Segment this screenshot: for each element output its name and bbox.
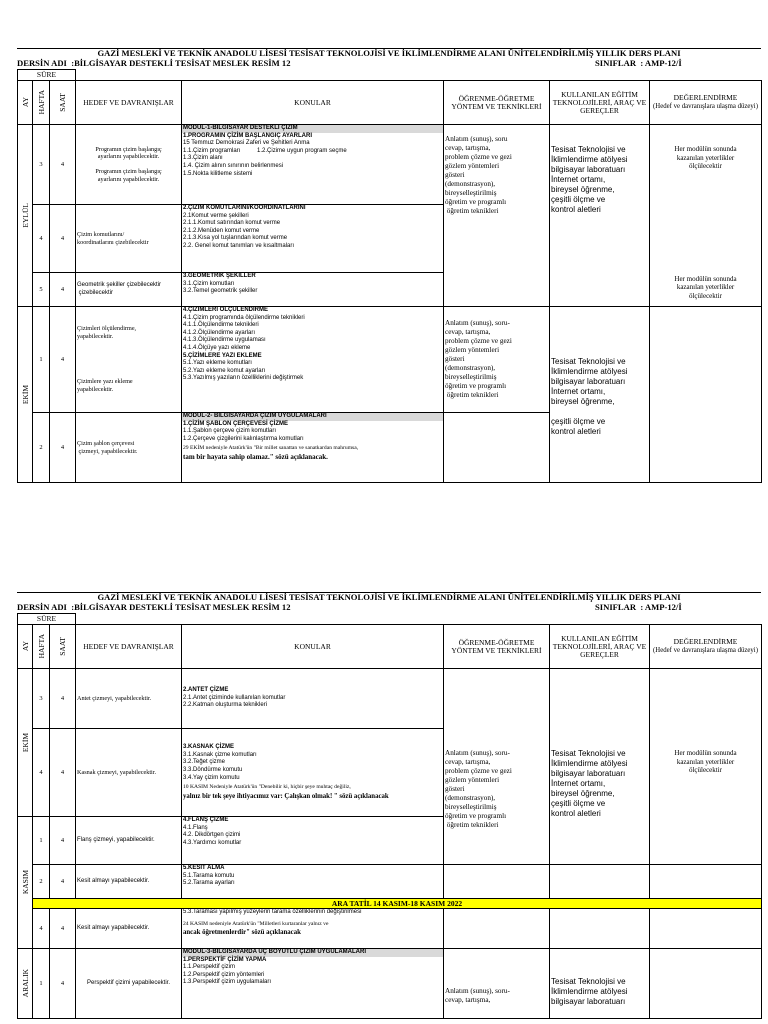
- hafta-header: HAFTA: [33, 625, 50, 669]
- yontem-header: ÖĞRENME-ÖĞRETME YÖNTEM VE TEKNİKLERİ: [444, 625, 550, 669]
- degerlendirme-cell: Her modülün sonunda kazanılan yeterlikler ölçülecektir: [650, 669, 762, 865]
- degerlendirme-cell: Her modülün sonunda kazanılan yeterlikler ölçülecektir Her modülün sonunda kazanılan yeterlikler ölçülecektir: [650, 125, 762, 307]
- saat-cell: 4: [50, 273, 76, 307]
- ay-header: AY: [18, 81, 33, 125]
- module-title: MODÜL-3-BİLGİSAYARDA ÜÇ BOYUTLU ÇİZİM UYGULAMALARI: [182, 949, 443, 957]
- month-kasim: KASIM: [18, 817, 33, 949]
- course-name: :BİLGİSAYAR DESTEKLİ TESİSAT MESLEK RESİM 12: [71, 58, 291, 68]
- konular-header: KONULAR: [182, 625, 444, 669]
- saat-cell: 4: [50, 909, 76, 949]
- table-row: [18, 865, 762, 899]
- saat-cell: 4: [50, 413, 76, 483]
- saat-cell: 4: [50, 125, 76, 205]
- saat-cell: 4: [50, 669, 76, 729]
- arac-cell: Tesisat Teknolojisi ve İklimlendirme atölyesi bilgisayar laboratuarı: [550, 949, 650, 1019]
- month-eylul: EYLÜL: [18, 125, 33, 307]
- holiday-banner: ARA TATİL 14 KASIM-18 KASIM 2022: [33, 899, 762, 909]
- table-row: [18, 909, 762, 949]
- hedef-cell: Çizimleri ölçülendirme, yapabilecektir. Çizimlere yazı ekleme yapabilecektir.: [76, 307, 182, 413]
- hedef-cell: Antet çizmeyi, yapabilecektir.: [76, 669, 182, 729]
- saat-cell: 4: [50, 949, 76, 1019]
- hafta-cell: 1: [33, 307, 50, 413]
- module-title: MODÜL-1-BİLGİSAYAR DESTEKLİ ÇİZİM: [182, 125, 443, 133]
- hedef-cell: Çizim şablon çerçevesi çizmeyi, yapabilecektir.: [76, 413, 182, 483]
- plan-sheet-1: [17, 48, 761, 483]
- topics-cell: 4.ÇİZİMLERİ ÖLÇÜLENDİRME 4.1.Çizim programında ölçülendirme teknikleri 4.1.1.Ölçülendirme teknikleri 4.1.2.Ölçülendirme ayarları 4.1.3.Ölçülendirme uygulaması 4.1.4.Ölçüye yazı ekleme 5.ÇİZİMLERE YAZI EKLEME 5.1.Yazı ekleme komutları 5.2.Yazı ekleme komut ayarları 5.3.Yazılmış yazıların özelliklerini değiştirmek: [182, 307, 444, 413]
- course-label: DERSİN ADI: [17, 58, 67, 68]
- hafta-cell: 1: [33, 817, 50, 865]
- saat-cell: 4: [50, 307, 76, 413]
- hedef-cell: Çizim komutlarını/ koordinatlarını çizebilecektir: [76, 205, 182, 273]
- sure-header: SÜRE: [18, 614, 76, 625]
- commemoration-note: 24 KASIM nedeniyle Atatürk'ün "Milletleri kurtaranlar yalnız ve: [183, 920, 329, 927]
- plan-table-1: [17, 69, 762, 483]
- class-value: : AMP-12/İ: [640, 58, 682, 68]
- plan-table-2: [17, 613, 762, 1019]
- topics-cell: MODÜL-2- BİLGİSAYARDA ÇİZİM UYGULAMALARI 1.ÇİZİM ŞABLON ÇERÇEVESİ ÇİZME 1.1.Şablon çerçeve çizim komutları 1.2.Çerçeve çizgilerini kalınlaştırma komutları 29 EKİM nedeniyle Atatürk'ün "Bir millet sanattan ve sanatkardan mahrumsa, tam bir hayata sahip olamaz." sözü açıklanacak.: [182, 413, 444, 483]
- topics-cell: 3.GEOMETRİK ŞEKİLLER 3.1.Çizim komutları 3.2.Temel geometrik şekiller: [182, 273, 444, 307]
- plan-sheet-2: [17, 592, 761, 1019]
- degerlendirme-header: DEĞERLENDİRME (Hedef ve davranışlara ulaşma düzeyi): [650, 81, 762, 125]
- hedef-cell: Perspektif çizimi yapabilecektir.: [76, 949, 182, 1019]
- school-title: GAZİ MESLEKİ VE TEKNİK ANADOLU LİSESİ TESİSAT TEKNOLOJİSİ VE İKLİMLENDİRME ALANI ÜNİTELENDİRİLMİŞ YILLIK DERS PLANI: [17, 48, 761, 58]
- hedef-header: HEDEF VE DAVRANIŞLAR: [76, 625, 182, 669]
- topics-cell: MODÜL-1-BİLGİSAYAR DESTEKLİ ÇİZİM 1.PROGRAMIN ÇİZİM BAŞLANGIÇ AYARLARI 15 Temmuz Demokrasi Zaferi ve Şehitleri Anma 1.1.Çizim programları 1.2.Çizime uygun program seçme 1.3.Çizim alanı 1.4. Çizim alının sınırının belirlenmesi 1.5.Nokta kilitleme sistemi: [182, 125, 444, 205]
- hafta-cell: 3: [33, 669, 50, 729]
- course-name: :BİLGİSAYAR DESTEKLİ TESİSAT MESLEK RESİM 12: [71, 602, 291, 612]
- ay-header: AY: [18, 625, 33, 669]
- yontem-cell: Anlatım (sunuş), soru- cevap, tartışma,: [444, 949, 550, 1019]
- arac-cell: Tesisat Teknolojisi ve İklimlendirme atölyesi bilgisayar laboratuarı İnternet ortamı, bireysel öğrenme, çeşitli ölçme ve kontrol aletleri: [550, 125, 650, 307]
- hafta-cell: 3: [33, 125, 50, 205]
- hedef-cell: Flanş çizmeyi, yapabilecektir.: [76, 817, 182, 865]
- sure-header: SÜRE: [18, 70, 76, 81]
- table-row: [18, 669, 762, 729]
- topics-cell: 3.KASNAK ÇİZME 3.1.Kasnak çizme komutları 3.2.Teğet çizme 3.3.Döndürme komutu 3.4.Yay çizim komutu 10 KASIM Nedeniyle Atatürk'ün "Denebilir ki, hiçbir şeye muhtaç değiliz, yalnız bir tek şeye ihtiyacımız var: Çalışkan olmak! " sözü açıklanacak: [182, 729, 444, 817]
- month-aralik: ARALIK: [18, 949, 33, 1019]
- course-header: [17, 602, 761, 613]
- saat-cell: 4: [50, 729, 76, 817]
- saat-header: SAAT: [50, 625, 76, 669]
- yontem-cell: Anlatım (sunuş), soru cevap, tartışma, problem çözme ve gezi gözlem yöntemleri gösteri (demonstrasyon), bireyselleştirilmiş öğretim ve programlı öğretim teknikleri: [444, 125, 550, 307]
- saat-header: SAAT: [50, 81, 76, 125]
- topics-cell: MODÜL-3-BİLGİSAYARDA ÜÇ BOYUTLU ÇİZİM UYGULAMALARI 1.PERSPEKTİF ÇİZİM YAPMA 1.1.Perspektif çizim 1.2.Perspektif çizim yöntemleri 1.3.Perspektif çizim uygulamaları: [182, 949, 444, 1019]
- hafta-cell: 2: [33, 413, 50, 483]
- hafta-cell: 2: [33, 865, 50, 899]
- arac-cell: Tesisat Teknolojisi ve İklimlendirme atölyesi bilgisayar laboratuarı İnternet ortamı, bireysel öğrenme, çeşitli ölçme ve kontrol aletleri: [550, 669, 650, 865]
- yontem-cell: Anlatım (sunuş), soru- cevap, tartışma, problem çözme ve gezi gözlem yöntemleri gösteri (demonstrasyon), bireyselleştirilmiş öğretim ve programlı öğretim teknikleri: [444, 669, 550, 865]
- arac-header: KULLANILAN EĞİTİM TEKNOLOJİLERİ, ARAÇ VE GEREÇLER: [550, 625, 650, 669]
- class-label: SINIFLAR: [595, 602, 637, 612]
- hafta-cell: 1: [33, 949, 50, 1019]
- class-value: : AMP-12/İ: [640, 602, 682, 612]
- arac-header: KULLANILAN EĞİTİM TEKNOLOJİLERİ, ARAÇ VE GEREÇLER: [550, 81, 650, 125]
- topics-cell: 2.ANTET ÇİZME 2.1.Antet çiziminde kullanılan komutlar 2.2.Katman oluşturma teknikleri: [182, 669, 444, 729]
- saat-cell: 4: [50, 865, 76, 899]
- hedef-header: HEDEF VE DAVRANIŞLAR: [76, 81, 182, 125]
- saat-cell: 4: [50, 205, 76, 273]
- degerlendirme-cell: [650, 307, 762, 483]
- hafta-cell: 4: [33, 729, 50, 817]
- topics-cell: 5.3.Taraması yapılmış yüzeylerin tarama özelliklerinin değiştirilmesi 24 KASIM nedeniyle Atatürk'ün "Milletleri kurtaranlar yalnız ve ancak öğretmenlerdir" sözü açıklanacak: [182, 909, 444, 949]
- hedef-cell: Kesit almayı yapabilecektir.: [76, 909, 182, 949]
- topics-cell: 5.KESİT ALMA 5.1.Tarama komutu 5.2.Tarama ayarları: [182, 865, 444, 899]
- course-header: [17, 58, 761, 69]
- degerlendirme-header: DEĞERLENDİRME (Hedef ve davranışlara ulaşma düzeyi): [650, 625, 762, 669]
- hedef-cell: Kesit almayı yapabilecektir.: [76, 865, 182, 899]
- hafta-cell: 4: [33, 909, 50, 949]
- month-ekim: EKİM: [18, 669, 33, 817]
- saat-cell: 4: [50, 817, 76, 865]
- class-label: SINIFLAR: [595, 58, 637, 68]
- hedef-cell: Programın çizim başlangıç ayarlarını yapabilecektir. Programın çizim başlangıç ayarlarını yapabilecektir.: [76, 125, 182, 205]
- yontem-header: ÖĞRENME-ÖĞRETME YÖNTEM VE TEKNİKLERİ: [444, 81, 550, 125]
- month-ekim: EKİM: [18, 307, 33, 483]
- hafta-header: HAFTA: [33, 81, 50, 125]
- table-row: [18, 125, 762, 205]
- hedef-cell: Geometrik şekiller çizebilecektir çizebilecektir: [76, 273, 182, 307]
- topics-cell: 2.ÇİZİM KOMUTLARINI/KOORDİNATLARINI 2.1Komut verme şekilleri 2.1.1.Komut satırından komut verme 2.1.2.Menüden komut verme 2.1.3.Kısa yol tuşlarından komut verme 2.2. Genel komut tanımları ve kısaltmaları: [182, 205, 444, 273]
- course-label: DERSİN ADI: [17, 602, 67, 612]
- table-row: [18, 949, 762, 1019]
- hafta-cell: 5: [33, 273, 50, 307]
- commemoration-note: 29 EKİM nedeniyle Atatürk'ün "Bir millet sanattan ve sanatkardan mahrumsa,: [183, 445, 359, 452]
- module-title: MODÜL-2- BİLGİSAYARDA ÇİZİM UYGULAMALARI: [182, 413, 443, 421]
- topics-cell: 4.FLANŞ ÇİZME 4.1.Flanş 4.2. Dikdörtgen çizimi 4.3.Yardımcı komutlar: [182, 817, 444, 865]
- konular-header: KONULAR: [182, 81, 444, 125]
- hedef-cell: Kasnak çizmeyi, yapabilecektir.: [76, 729, 182, 817]
- commemoration-note: 10 KASIM Nedeniyle Atatürk'ün "Denebilir ki, hiçbir şeye muhtaç değiliz,: [183, 784, 351, 791]
- hafta-cell: 4: [33, 205, 50, 273]
- yontem-cell: Anlatım (sunuş), soru- cevap, tartışma, problem çözme ve gezi gözlem yöntemleri gösteri (demonstrasyon), bireyselleştirilmiş öğretim ve programlı öğretim teknikleri: [444, 307, 550, 413]
- arac-cell: Tesisat Teknolojisi ve İklimlendirme atölyesi bilgisayar laboratuarı İnternet ortamı, bireysel öğrenme, çeşitli ölçme ve kontrol aletleri: [550, 307, 650, 483]
- school-title: GAZİ MESLEKİ VE TEKNİK ANADOLU LİSESİ TESİSAT TEKNOLOJİSİ VE İKLİMLENDİRME ALANI ÜNİTELENDİRİLMİŞ YILLIK DERS PLANI: [17, 592, 761, 602]
- table-row: [18, 307, 762, 413]
